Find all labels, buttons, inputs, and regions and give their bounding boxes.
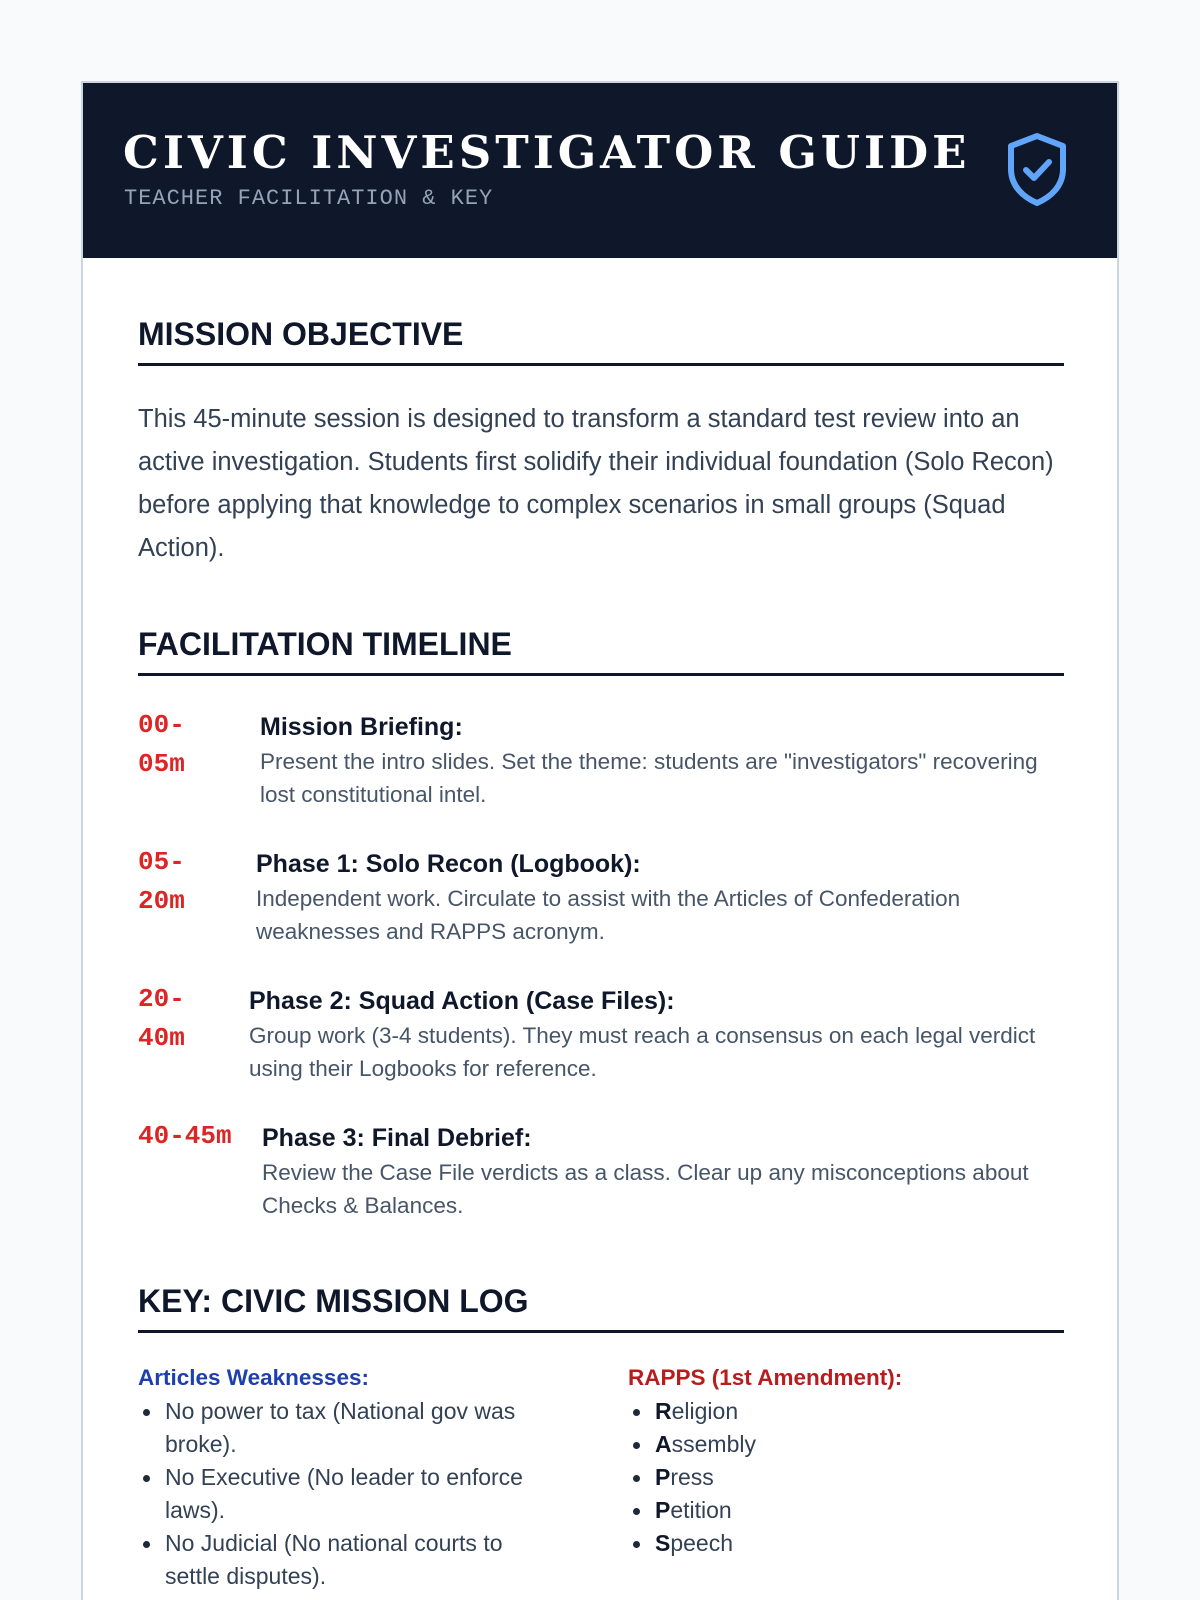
timeline-body bbox=[260, 706, 1064, 811]
rapps-column bbox=[628, 1363, 1064, 1593]
mission-objective-heading: MISSION OBJECTIVE bbox=[138, 316, 1064, 366]
timeline-list bbox=[138, 706, 1064, 1254]
timeline-body bbox=[262, 1117, 1064, 1222]
shield-check-icon bbox=[1005, 131, 1069, 207]
timeline-body bbox=[256, 843, 1064, 948]
articles-heading: Articles Weaknesses: bbox=[138, 1365, 369, 1390]
rapps-rest: eligion bbox=[671, 1398, 739, 1424]
rapps-rest: ress bbox=[670, 1464, 714, 1490]
rapps-rest: peech bbox=[670, 1530, 734, 1556]
timeline-item bbox=[138, 843, 1064, 948]
timeline-time: 20-40m bbox=[138, 984, 185, 1053]
list-item bbox=[628, 1428, 1064, 1461]
page-subtitle: TEACHER FACILITATION & KEY bbox=[124, 186, 494, 211]
list-item bbox=[628, 1461, 1064, 1494]
key-columns bbox=[138, 1363, 1064, 1593]
list-item: No Judicial (No national courts to settle disputes). bbox=[138, 1527, 558, 1593]
rapps-initial: R bbox=[655, 1398, 672, 1424]
rapps-rest: etition bbox=[670, 1497, 732, 1523]
timeline-item bbox=[138, 1117, 1064, 1222]
timeline-time: 05-20m bbox=[138, 847, 185, 916]
timeline-time: 40-45m bbox=[138, 1121, 232, 1151]
timeline-desc: Independent work. Circulate to assist with the Articles of Confederation weaknesses and RAPPS acronym. bbox=[256, 886, 961, 944]
rapps-list bbox=[628, 1395, 1064, 1560]
timeline-desc: Review the Case File verdicts as a class. Clear up any misconceptions about Checks & Balances. bbox=[262, 1160, 1029, 1218]
timeline-title: Mission Briefing: bbox=[260, 713, 463, 741]
page-header bbox=[83, 83, 1117, 258]
timeline-title: Phase 1: Solo Recon (Logbook): bbox=[256, 850, 641, 878]
list-item bbox=[628, 1527, 1064, 1560]
rapps-heading: RAPPS (1st Amendment): bbox=[628, 1365, 903, 1390]
rapps-initial: P bbox=[655, 1497, 671, 1523]
timeline-desc: Present the intro slides. Set the theme: students are "investigators" recovering lost constitutional intel. bbox=[260, 749, 1038, 807]
timeline-heading: FACILITATION TIMELINE bbox=[138, 626, 1064, 676]
timeline-title: Phase 3: Final Debrief: bbox=[262, 1124, 532, 1152]
list-item: No power to tax (National gov was broke). bbox=[138, 1395, 558, 1461]
list-item bbox=[628, 1494, 1064, 1527]
page-title: CIVIC INVESTIGATOR GUIDE bbox=[123, 126, 971, 179]
timeline-body bbox=[249, 980, 1064, 1085]
rapps-initial: S bbox=[655, 1530, 671, 1556]
timeline-desc: Group work (3-4 students). They must reach a consensus on each legal verdict using their Logbooks for reference. bbox=[249, 1023, 1036, 1081]
list-item bbox=[628, 1395, 1064, 1428]
articles-list bbox=[138, 1395, 628, 1593]
articles-column bbox=[138, 1363, 628, 1593]
timeline-time: 00-05m bbox=[138, 710, 185, 779]
key-heading: KEY: CIVIC MISSION LOG bbox=[138, 1283, 1064, 1333]
timeline-item bbox=[138, 706, 1064, 811]
timeline-item bbox=[138, 980, 1064, 1085]
rapps-rest: ssembly bbox=[671, 1431, 756, 1457]
mission-objective-text: This 45-minute session is designed to transform a standard test review into an active investigation. Students first solidify their individual foundation (Solo Recon) before applying that knowledge to complex scenarios in small groups (Squad Action). bbox=[138, 405, 1054, 562]
list-item: No Executive (No leader to enforce laws). bbox=[138, 1461, 558, 1527]
guide-page bbox=[81, 81, 1119, 1600]
rapps-initial: P bbox=[655, 1464, 671, 1490]
rapps-initial: A bbox=[655, 1431, 672, 1457]
timeline-title: Phase 2: Squad Action (Case Files): bbox=[249, 987, 675, 1015]
